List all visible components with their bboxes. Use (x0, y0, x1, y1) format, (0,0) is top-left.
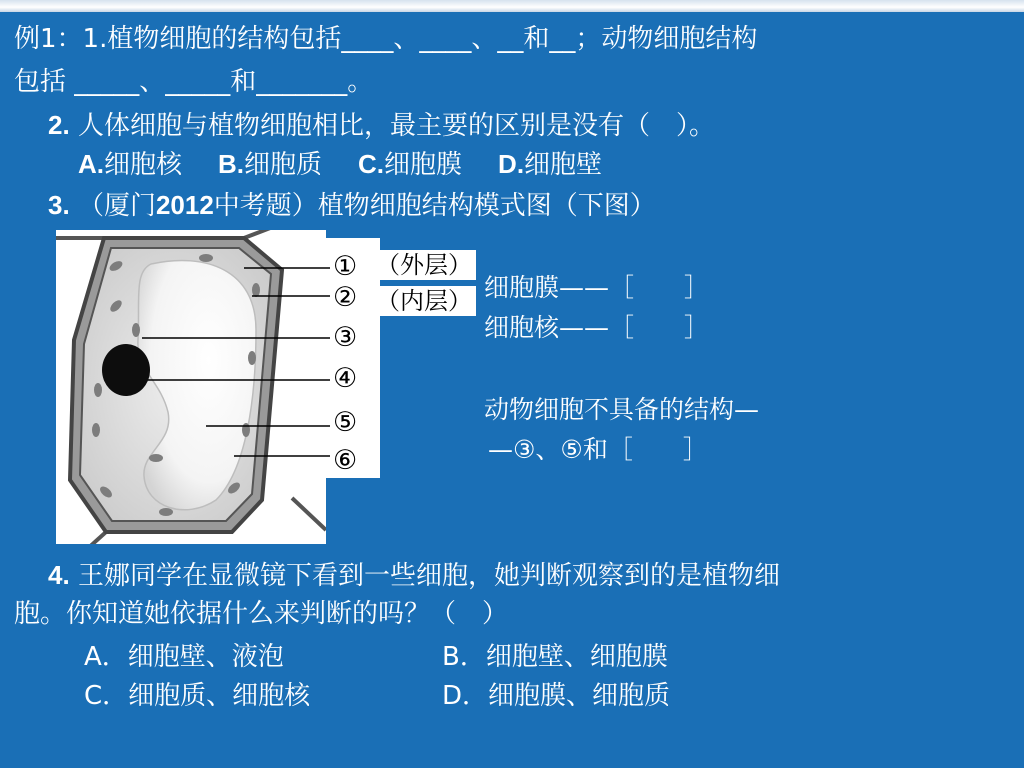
answer-nucleus: 细胞核——［ ］ (484, 313, 710, 342)
q4-option-d: D．细胞膜、细胞质 (442, 681, 671, 711)
q4-stem-line2: 胞。你知道她依据什么来判断的吗？（ ） (14, 599, 509, 629)
label-1: ① (333, 251, 358, 282)
q4-option-a: A．细胞壁、液泡 (84, 642, 284, 672)
label-5: ⑤ (333, 407, 358, 438)
answer-animal-line1: 动物细胞不具备的结构— (484, 395, 760, 424)
nucleus (102, 344, 150, 396)
q3-stem: 3. （厦门2012中考题）植物细胞结构模式图（下图） (48, 190, 656, 221)
tag-inner-layer: （内层） (372, 286, 476, 316)
q4-option-b: B．细胞壁、细胞膜 (442, 642, 668, 672)
q4-stem-line1: 4. 王娜同学在显微镜下看到一些细胞，她判断观察到的是植物细 (48, 560, 780, 591)
label-4: ④ (333, 363, 358, 394)
label-6: ⑥ (333, 445, 358, 476)
plant-cell-diagram (56, 230, 326, 544)
q2-stem (48, 108, 715, 143)
q2-option-b: B.细胞质 (218, 149, 323, 180)
answer-cell-membrane: 细胞膜——［ ］ (484, 273, 710, 302)
label-2: ② (333, 282, 358, 313)
q1-line1: 例1：1.植物细胞的结构包括____、____、__和__；动物细胞结构 (14, 24, 758, 54)
label-3: ③ (333, 322, 358, 353)
top-bar (0, 0, 1024, 12)
q2-option-d: D.细胞壁 (498, 149, 603, 180)
answer-animal-line2: —③、⑤和［ ］ (488, 435, 708, 464)
tag-outer-layer: （外层） (372, 250, 476, 280)
q3-number: 3. (48, 190, 70, 220)
q4-option-c: C．细胞质、细胞核 (84, 681, 311, 711)
q1-line2: 包括 _____、_____和_______。 (14, 67, 374, 97)
q2-number: 2. (48, 110, 70, 140)
q2-option-c: C.细胞膜 (358, 149, 463, 180)
q4-number: 4. (48, 560, 70, 590)
q2-stem-text: 人体细胞与植物细胞相比，最主要的区别是没有（ ）。 (69, 111, 715, 141)
q2-options (78, 147, 602, 182)
plant-cell-illustration (56, 230, 326, 544)
q2-option-a: A.细胞核 (78, 149, 183, 180)
